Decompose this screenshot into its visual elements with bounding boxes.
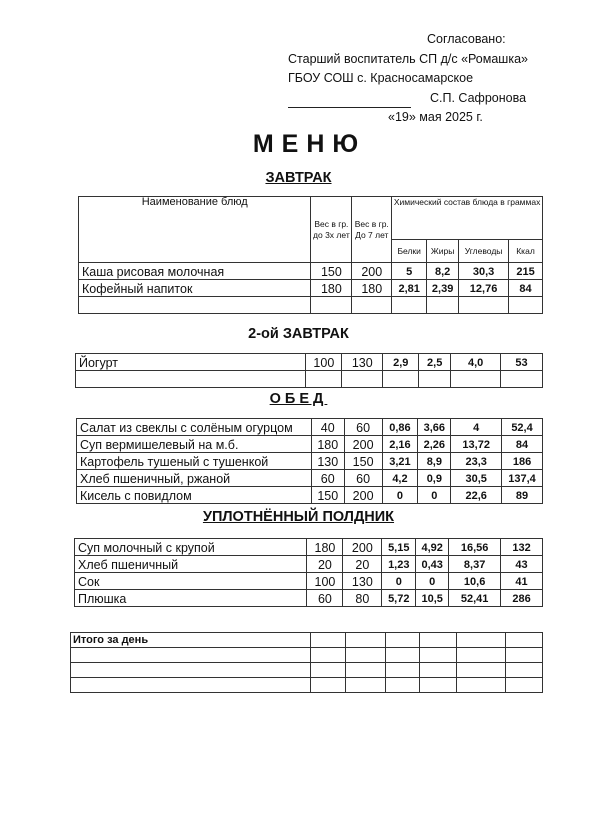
weight-7: 150	[344, 453, 382, 470]
protein: 0	[382, 487, 418, 504]
weight-3: 150	[311, 487, 344, 504]
carbs: 10,6	[449, 573, 501, 590]
carbs: 52,41	[449, 590, 501, 607]
table-row	[79, 263, 543, 280]
kcal: 43	[501, 556, 543, 573]
kcal: 84	[502, 436, 543, 453]
weight-3: 100	[306, 354, 342, 371]
fat: 10,5	[416, 590, 449, 607]
approval-agreed: Согласовано:	[427, 32, 506, 46]
protein: 5,72	[382, 590, 416, 607]
total-row	[71, 633, 543, 648]
header-chemical: Химический состав блюда в граммах	[392, 197, 543, 240]
fat: 0	[418, 487, 451, 504]
approval-signer: С.П. Сафронова	[430, 90, 527, 105]
protein: 2,9	[383, 354, 419, 371]
protein: 2,16	[382, 436, 418, 453]
table-row	[77, 453, 543, 470]
header-protein: Белки	[392, 240, 427, 263]
approval-block	[288, 30, 588, 128]
header-fat: Жиры	[427, 240, 459, 263]
weight-3: 180	[311, 436, 344, 453]
fat: 2,5	[419, 354, 451, 371]
approval-position: Старший воспитатель СП д/с «Ромашка»	[288, 51, 528, 66]
weight-7: 60	[344, 419, 382, 436]
dish-name: Картофель тушеный с тушенкой	[77, 453, 312, 470]
weight-7: 200	[344, 487, 382, 504]
breakfast2-table	[75, 353, 543, 388]
carbs: 13,72	[451, 436, 502, 453]
dish-name: Каша рисовая молочная	[79, 263, 311, 280]
carbs: 16,56	[449, 539, 501, 556]
fat: 0,43	[416, 556, 449, 573]
approval-school: ГБОУ СОШ с. Красносамарское	[288, 71, 474, 85]
header-kcal: Ккал	[509, 240, 543, 263]
fat: 8,9	[418, 453, 451, 470]
kcal: 286	[501, 590, 543, 607]
section-title-breakfast2: 2-ой ЗАВТРАК	[248, 326, 349, 342]
weight-7: 20	[343, 556, 382, 573]
kcal: 215	[509, 263, 543, 280]
dish-name: Кисель с повидлом	[77, 487, 312, 504]
header-carbs: Углеводы	[459, 240, 509, 263]
dish-name: Сок	[75, 573, 307, 590]
protein: 4,2	[382, 470, 418, 487]
kcal: 52,4	[502, 419, 543, 436]
weight-7: 60	[344, 470, 382, 487]
protein: 0,86	[382, 419, 418, 436]
table-row	[75, 556, 543, 573]
weight-3: 130	[311, 453, 344, 470]
dish-name: Суп вермишелевый на м.б.	[77, 436, 312, 453]
fat: 8,2	[427, 263, 459, 280]
lunch-table	[76, 418, 543, 504]
carbs: 4,0	[451, 354, 501, 371]
header-dish-name: Наименование блюд	[79, 197, 311, 263]
weight-7: 180	[352, 280, 392, 297]
table-row	[75, 539, 543, 556]
table-row-empty	[79, 297, 543, 314]
weight-7: 130	[343, 573, 382, 590]
snack-table	[74, 538, 543, 607]
fat: 2,39	[427, 280, 459, 297]
protein: 5	[392, 263, 427, 280]
table-row-empty	[76, 371, 543, 388]
protein: 3,21	[382, 453, 418, 470]
table-row	[75, 590, 543, 607]
kcal: 41	[501, 573, 543, 590]
carbs: 30,5	[451, 470, 502, 487]
page-title: МЕНЮ	[252, 130, 367, 158]
table-row-empty	[71, 663, 543, 678]
approval-signature	[288, 89, 588, 109]
dish-name: Суп молочный с крупой	[75, 539, 307, 556]
weight-7: 200	[343, 539, 382, 556]
weight-3: 40	[311, 419, 344, 436]
carbs: 12,76	[459, 280, 509, 297]
fat: 3,66	[418, 419, 451, 436]
breakfast-table	[78, 196, 543, 314]
table-row	[77, 436, 543, 453]
kcal: 53	[501, 354, 543, 371]
carbs: 23,3	[451, 453, 502, 470]
carbs: 30,3	[459, 263, 509, 280]
weight-3: 180	[311, 280, 352, 297]
weight-3: 60	[311, 470, 344, 487]
signature-line	[288, 94, 411, 108]
table-row	[76, 354, 543, 371]
weight-7: 200	[344, 436, 382, 453]
carbs: 4	[451, 419, 502, 436]
table-row-empty	[71, 648, 543, 663]
section-title-snack: УПЛОТНЁННЫЙ ПОЛДНИК	[202, 509, 395, 525]
dish-name: Хлеб пшеничный	[75, 556, 307, 573]
header-weight-7: Вес в гр. До 7 лет	[352, 197, 392, 263]
weight-7: 130	[342, 354, 383, 371]
table-row	[79, 280, 543, 297]
weight-7: 200	[352, 263, 392, 280]
protein: 1,23	[382, 556, 416, 573]
section-title-breakfast: ЗАВТРАК	[265, 170, 332, 186]
kcal: 132	[501, 539, 543, 556]
protein: 5,15	[382, 539, 416, 556]
table-row	[77, 419, 543, 436]
fat: 0,9	[418, 470, 451, 487]
weight-3: 100	[307, 573, 343, 590]
weight-3: 150	[311, 263, 352, 280]
protein: 0	[382, 573, 416, 590]
carbs: 22,6	[451, 487, 502, 504]
dish-name: Хлеб пшеничный, ржаной	[77, 470, 312, 487]
kcal: 84	[509, 280, 543, 297]
dish-name: Салат из свеклы с солёным огурцом	[77, 419, 312, 436]
table-row	[77, 470, 543, 487]
table-row	[77, 487, 543, 504]
protein: 2,81	[392, 280, 427, 297]
table-row-empty	[71, 678, 543, 693]
fat: 2,26	[418, 436, 451, 453]
dish-name: Плюшка	[75, 590, 307, 607]
fat: 0	[416, 573, 449, 590]
kcal: 137,4	[502, 470, 543, 487]
dish-name: Йогурт	[76, 354, 306, 371]
weight-3: 20	[307, 556, 343, 573]
kcal: 89	[502, 487, 543, 504]
dish-name: Кофейный напиток	[79, 280, 311, 297]
header-weight-3: Вес в гр. до 3х лет	[311, 197, 352, 263]
weight-3: 180	[307, 539, 343, 556]
section-title-lunch: ОБЕД	[269, 391, 328, 407]
table-row	[75, 573, 543, 590]
fat: 4,92	[416, 539, 449, 556]
carbs: 8,37	[449, 556, 501, 573]
weight-3: 60	[307, 590, 343, 607]
weight-7: 80	[343, 590, 382, 607]
total-label: Итого за день	[71, 633, 311, 648]
total-table	[70, 632, 543, 693]
approval-date: «19» мая 2025 г.	[388, 110, 483, 124]
kcal: 186	[502, 453, 543, 470]
